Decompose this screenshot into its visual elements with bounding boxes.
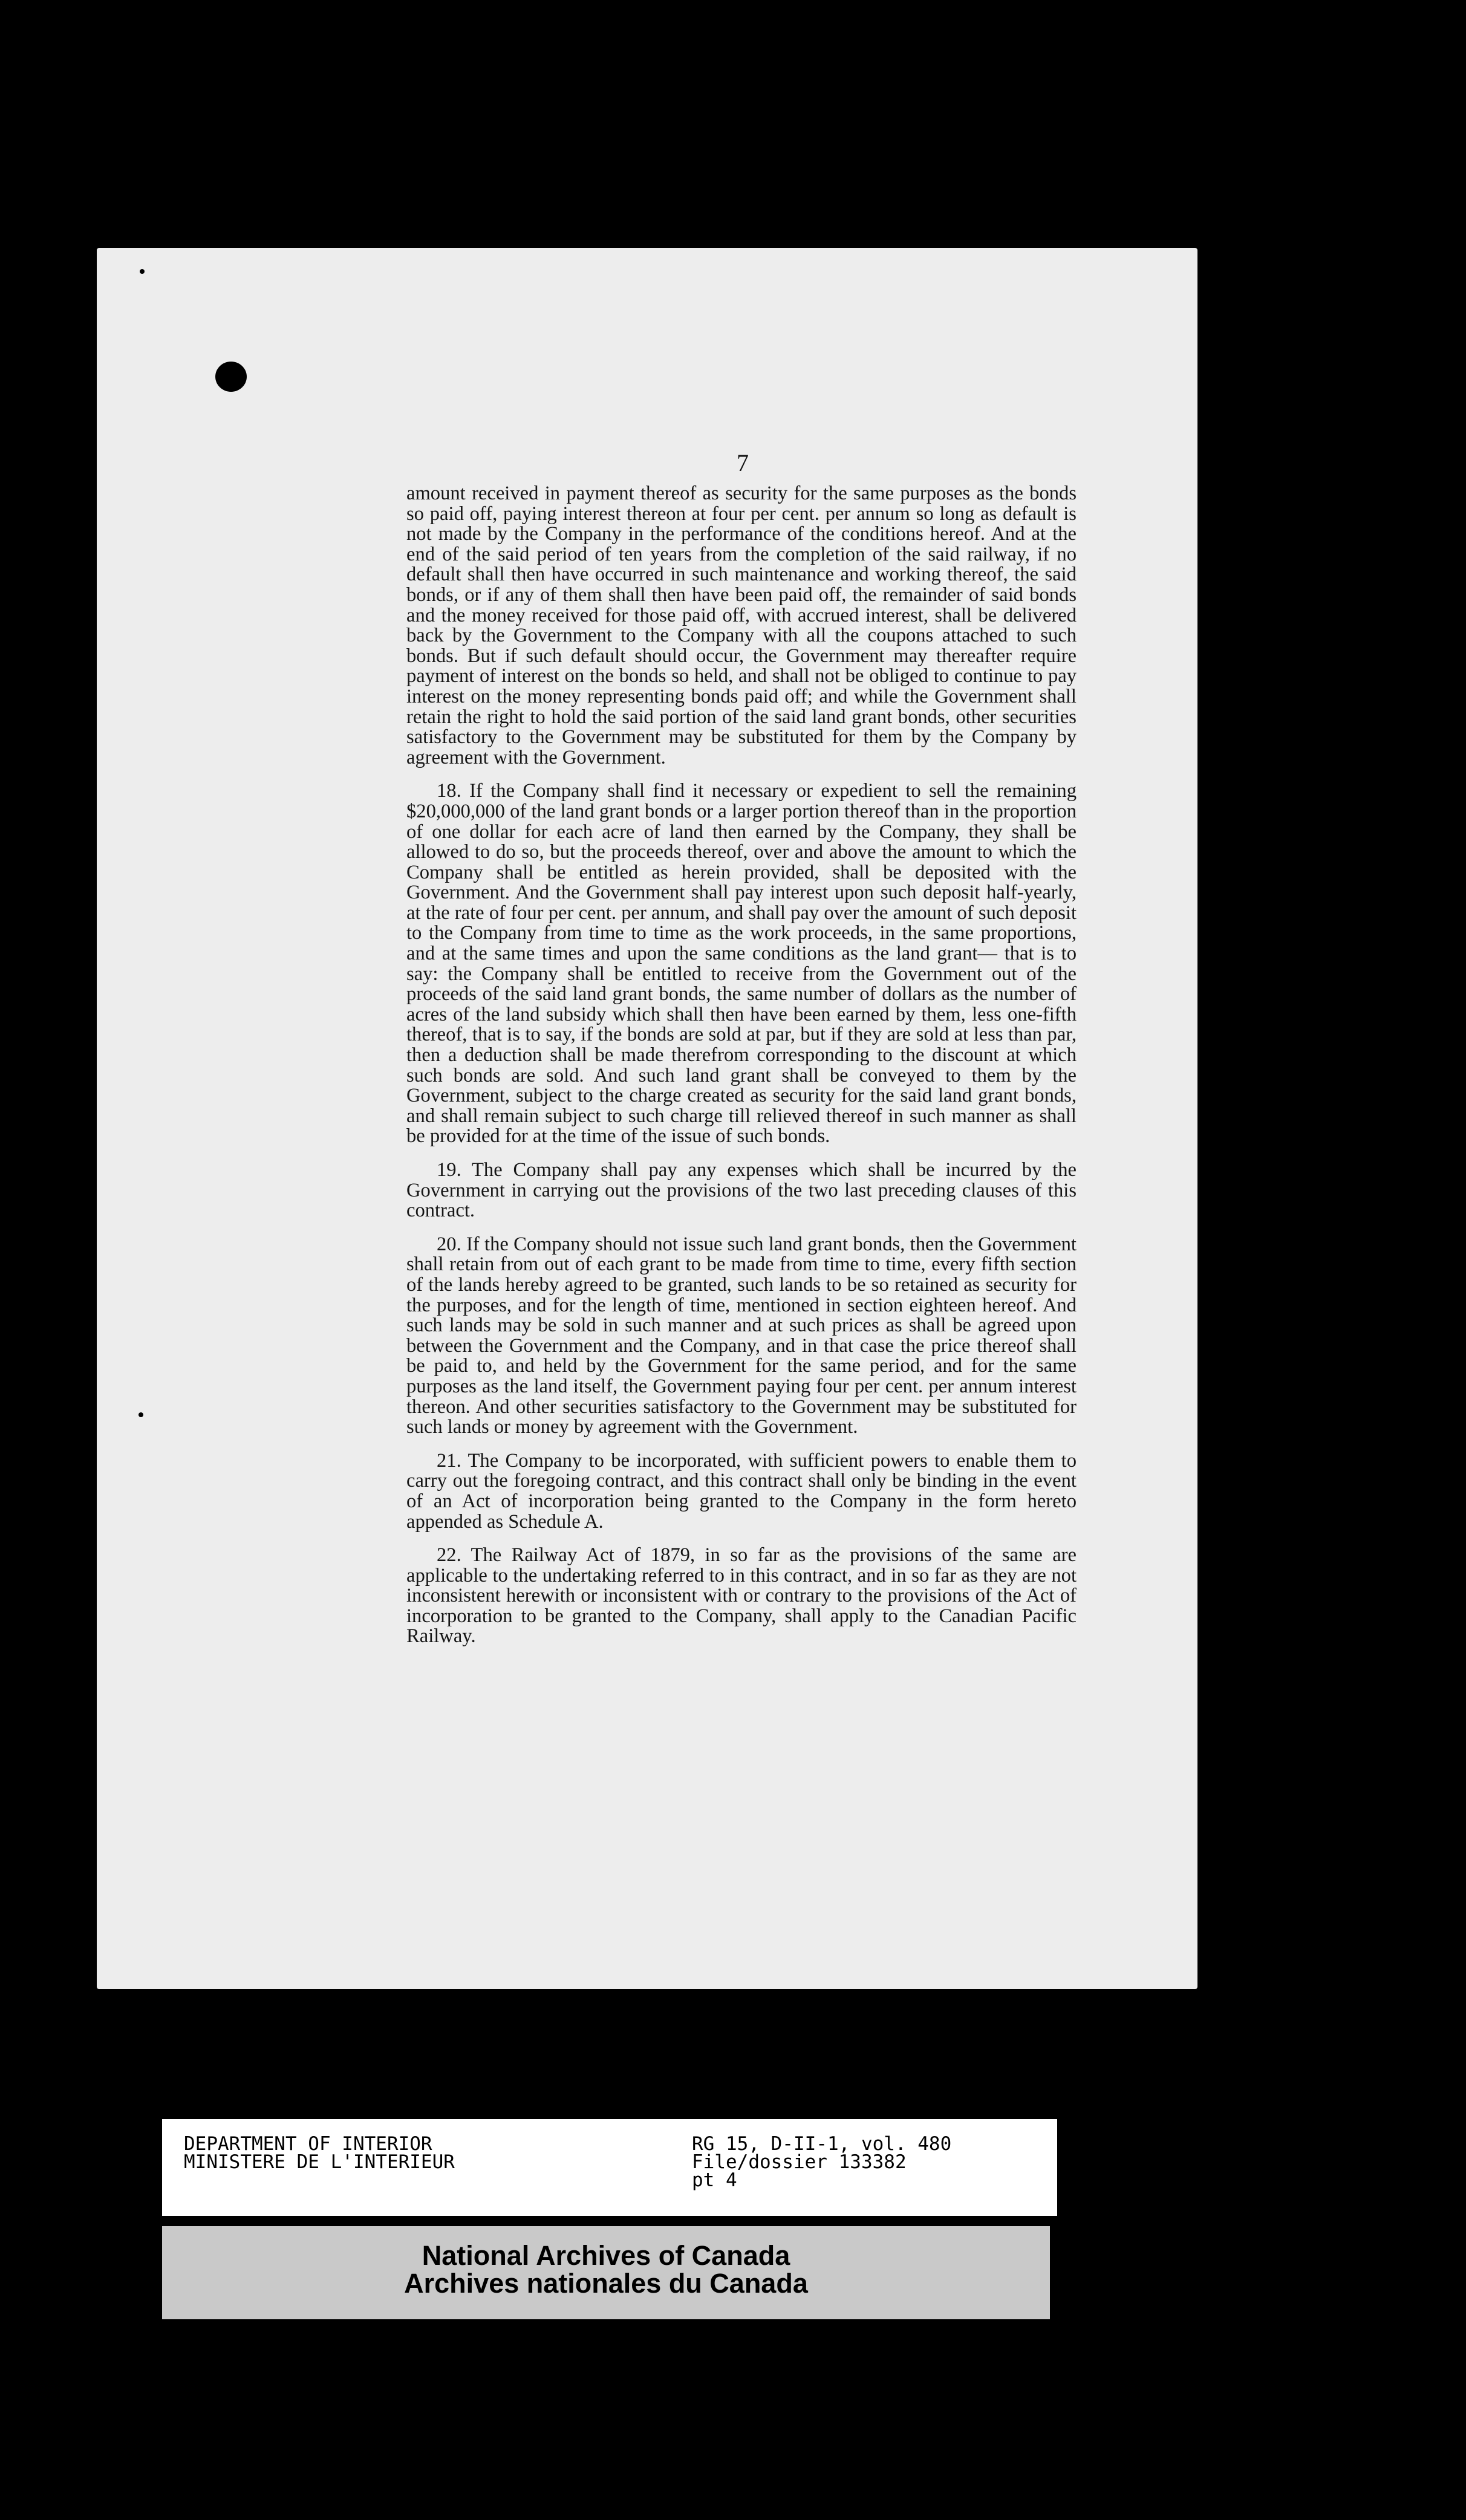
document-body [406, 484, 1077, 1647]
archives-name-en: National Archives of Canada [422, 2240, 790, 2271]
paragraph-22: 22. The Railway Act of 1879, in so far as the provisions of the same are applicable to the undertaking referred to in this contract, and in so far as they are not inconsistent herewith or inconsistent with or contrary to the provisions of the Act of incorporation to be granted to the Company, shall apply to the Canadian Pacific Railway. [406, 1544, 1077, 1648]
punch-hole-dot [138, 1412, 143, 1417]
department-en: DEPARTMENT OF INTERIOR [184, 2133, 432, 2155]
paragraph-19: 19. The Company shall pay any expenses which shall be incurred by the Government in carrying out the provisions of the two last preceding clauses of this contract. [406, 1159, 1077, 1222]
archive-reference-label [162, 2119, 1057, 2216]
page-number: 7 [737, 449, 749, 476]
archives-name-fr: Archives nationales du Canada [404, 2268, 808, 2299]
department-fr: MINISTERE DE L'INTERIEUR [184, 2151, 455, 2173]
part-number: pt 4 [692, 2169, 737, 2191]
paragraph-continuation: amount received in payment thereof as security for the same purposes as the bonds so paid off, paying interest thereon at four per cent. per annum so long as default is not made by the Company in the performance of the conditions hereof. And at the end of the said period of ten years from the completion of the said railway, if no default shall then have occurred in such maintenance and working thereof, the said bonds, or if any of them shall then have been paid off, the remainder of said bonds and the money received for those paid off, with accrued interest, shall be delivered back by the Government to the Company with all the coupons attached to such bonds. But if such default should occur, the Government may thereafter require payment of interest on the bonds so held, and shall not be obliged to continue to pay interest on the money representing bonds paid off; and while the Government shall retain the right to hold the said portion of the said land grant bonds, other securities satisfactory to the Government may be substituted for them by the Company by agreement with the Government. [406, 482, 1077, 768]
archives-banner [162, 2226, 1050, 2319]
record-group: RG 15, D-II-1, vol. 480 [692, 2133, 952, 2155]
ink-blot [215, 362, 247, 392]
paragraph-21: 21. The Company to be incorporated, with sufficient powers to enable them to carry out the foregoing contract, and this contract shall only be binding in the event of an Act of incorporation being granted to the Company in the form hereto appended as Schedule A. [406, 1449, 1077, 1533]
paragraph-18: 18. If the Company shall find it necessary or expedient to sell the remaining $20,000,000 of the land grant bonds or a larger portion thereof than in the proportion of one dollar for each acre of land then earned by the Company, they shall be allowed to do so, but the proceeds thereof, over and above the amount to which the Company shall be entitled as herein provided, shall be deposited with the Government. And the Government shall pay interest upon such deposit half-yearly, at the rate of four per cent. per annum, and shall pay over the amount of such deposit to the Company from time to time as the work proceeds, in the same proportions, and at the same times and upon the same conditions as the land grant— that is to say: the Company shall be entitled to receive from the Government out of the proceeds of the said land grant bonds, the same number of dollars as the number of acres of the land subsidy which shall then have been earned by them, less one-fifth thereof, that is to say, if the bonds are sold at par, but if they are sold at less than par, then a deduction shall be made therefrom corresponding to the discount at which such bonds are sold. And such land grant shall be conveyed to them by the Government, subject to the charge created as security for the said land grant bonds, and shall remain subject to such charge till relieved thereof in such manner as shall be provided for at the time of the issue of such bonds. [406, 780, 1077, 1148]
punch-hole-dot [140, 269, 145, 274]
paragraph-20: 20. If the Company should not issue such land grant bonds, then the Government shall retain from out of each grant to be made from time to time, every fifth section of the lands hereby agreed to be granted, such lands to be so retained as security for the purposes, and for the length of time, mentioned in section eighteen hereof. And such lands may be sold in such manner and at such prices as shall be agreed upon between the Government and the Company, and in that case the price thereof shall be paid to, and held by the Government for the same period, and for the same purposes as the land itself, the Government paying four per cent. per annum interest thereon. And other securities satisfactory to the Government may be substituted for such lands or money by agreement with the Government. [406, 1233, 1077, 1438]
reference-numbers [692, 2135, 951, 2189]
file-number: File/dossier 133382 [692, 2151, 907, 2173]
department-names [184, 2135, 455, 2171]
